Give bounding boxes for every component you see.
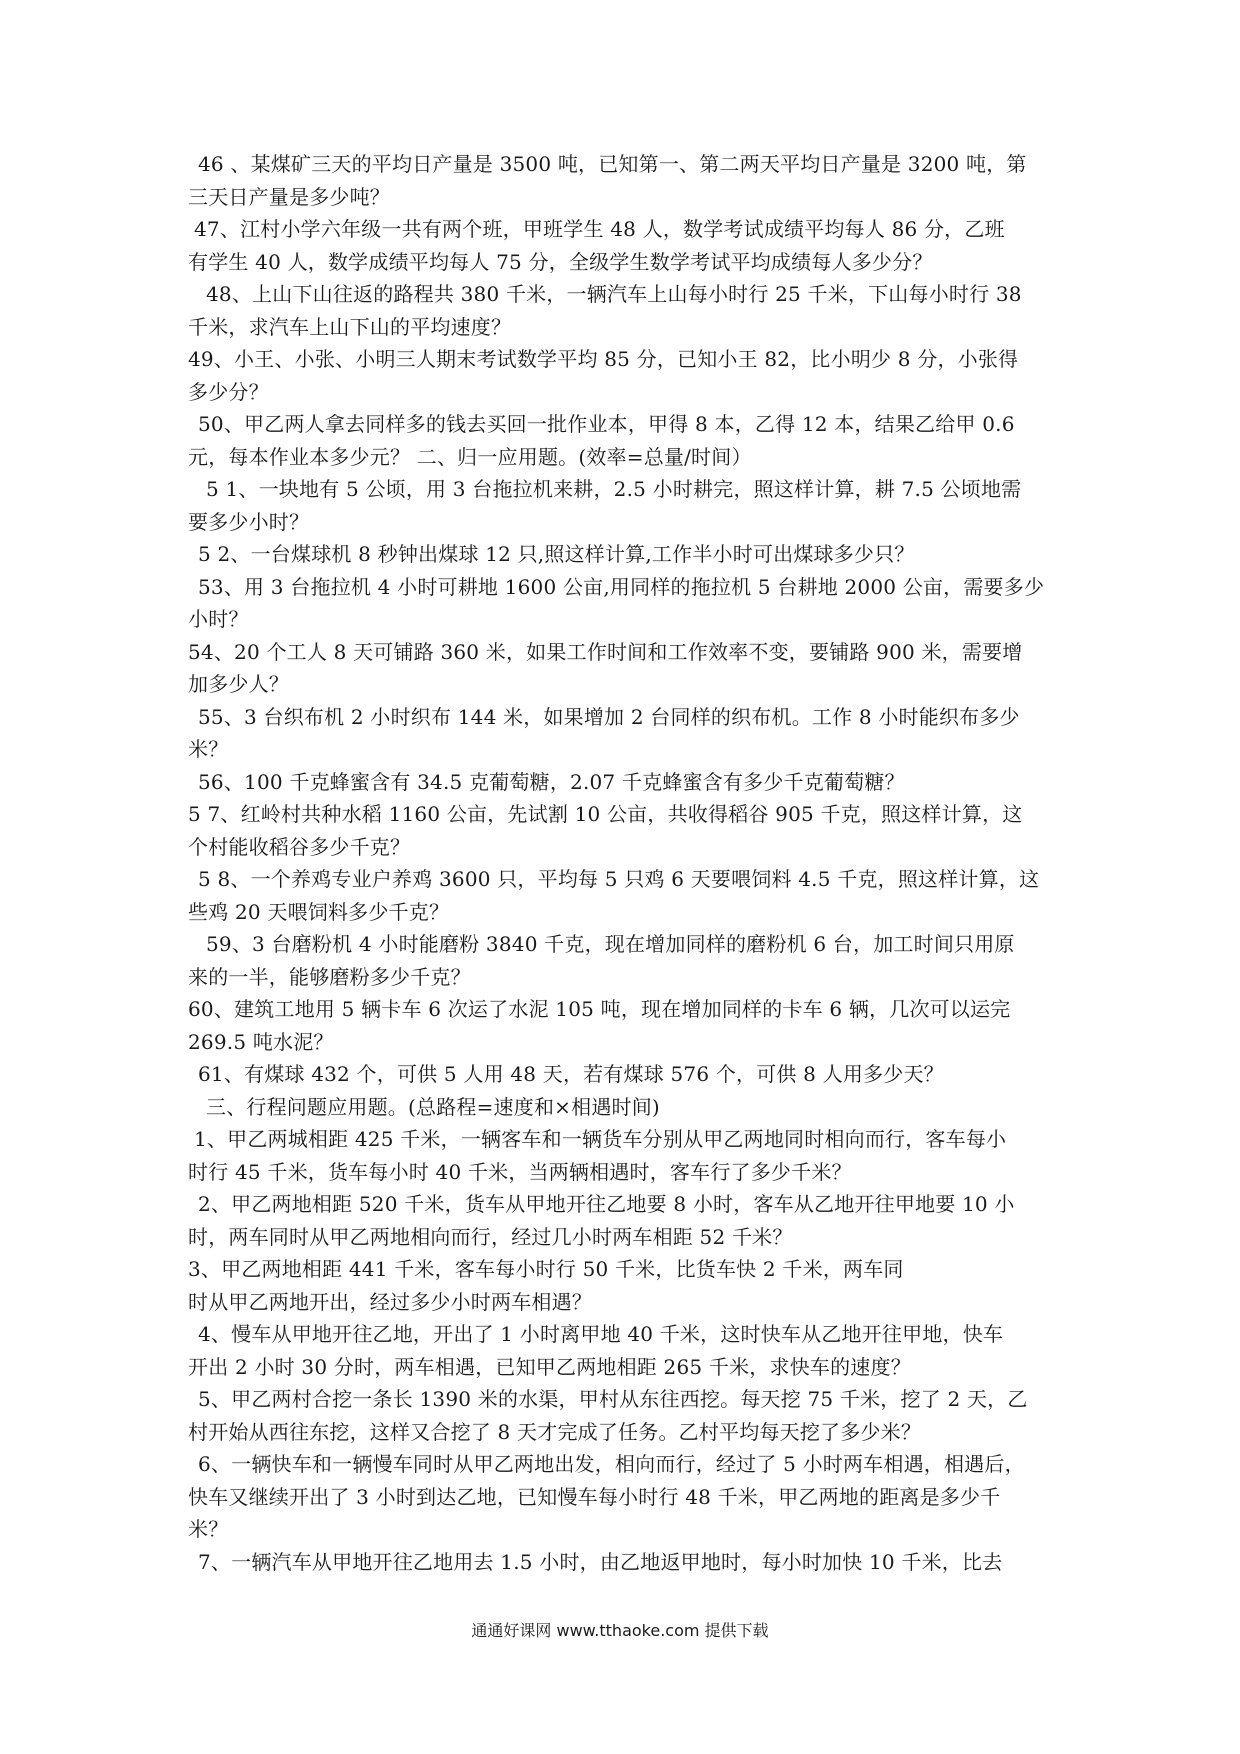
text-line: 些鸡 20 天喂饲料多少千克？	[188, 899, 450, 924]
text-line: 时，两车同时从甲乙两地相向而行，经过几小时两车相距 52 千米？	[188, 1224, 793, 1249]
text-line: 50、甲乙两人拿去同样多的钱去买回一批作业本，甲得 8 本，乙得 12 本，结果乙给甲 0.6	[198, 412, 1015, 436]
text-line: 时行 45 千米，货车每小时 40 千米，当两辆相遇时，客车行了多少千米？	[188, 1159, 852, 1184]
text-line: 54、20 个工人 8 天可铺路 360 米，如果工作时间和工作效率不变，要铺路 900 米，需要增	[188, 639, 1023, 664]
text-line: 5 1、一块地有 5 公顷，用 3 台拖拉机来耕，2.5 小时耕完，照这样计算，耕 7.5 公顷地需	[206, 477, 1022, 501]
text-line: 6、一辆快车和一辆慢车同时从甲乙两地出发，相向而行，经过了 5 小时两车相遇，相遇后，	[198, 1452, 1025, 1476]
text-line: 2、甲乙两地相距 520 千米，货车从甲地开往乙地要 8 小时，客车从乙地开往甲地要 10 小	[198, 1192, 1015, 1216]
text-line: 47、江村小学六年级一共有两个班，甲班学生 48 人，数学考试成绩平均每人 86 分，乙班	[194, 217, 1005, 241]
text-line: 5 8、一个养鸡专业户养鸡 3600 只，平均每 5 只鸡 6 天要喂饲料 4.5 千克，照这样计算，这	[198, 867, 1040, 891]
text-line: 60、建筑工地用 5 辆卡车 6 次运了水泥 105 吨，现在增加同样的卡车 6 辆，几次可以运完	[188, 997, 1011, 1021]
text-line: 1、甲乙两城相距 425 千米，一辆客车和一辆货车分别从甲乙两地同时相向而行，客车每小	[194, 1127, 1007, 1151]
text-line: 快车又继续开出了 3 小时到达乙地，已知慢车每小时行 48 千米，甲乙两地的距离是多少千	[188, 1484, 1001, 1509]
text-line: 开出 2 小时 30 分时，两车相遇，已知甲乙两地相距 265 千米，求快车的速度？	[188, 1354, 911, 1379]
text-line: 时从甲乙两地开出，经过多少小时两车相遇？	[188, 1289, 592, 1314]
text-line: 49、小王、小张、小明三人期末考试数学平均 85 分，已知小王 82，比小明少 8 分，小张得	[188, 347, 1019, 371]
text-line: 米？	[188, 737, 229, 761]
text-line: 269.5 吨水泥？	[188, 1029, 334, 1054]
text-line: 5 7、红岭村共种水稻 1160 公亩，先试割 10 公亩，共收得稻谷 905 千克，照这样计算，这	[188, 802, 1023, 826]
text-line: 61、有煤球 432 个，可供 5 人用 48 天，若有煤球 576 个，可供 8 人用多少天？	[198, 1062, 944, 1086]
text-line: 5、甲乙两村合挖一条长 1390 米的水渠，甲村从东往西挖。每天挖 75 千米，挖了 2 天，乙	[198, 1387, 1028, 1411]
text-line: 56、100 千克蜂蜜含有 34.5 克葡萄糖，2.07 千克蜂蜜含有多少千克葡萄糖？	[198, 769, 905, 794]
text-line: 要多少小时？	[188, 509, 310, 534]
text-line: 48、上山下山往返的路程共 380 千米，一辆汽车上山每小时行 25 千米，下山每小时行 38	[206, 282, 1022, 306]
text-line: 46 、某煤矿三天的平均日产量是 3500 吨，已知第一、第二两天平均日产量是 3200 吨，第	[198, 152, 1027, 176]
text-line: 4、慢车从甲地开往乙地，开出了 1 小时离甲地 40 千米，这时快车从乙地开往甲地，快车	[198, 1322, 1004, 1346]
text-line: 三天日产量是多少吨？	[188, 184, 390, 209]
text-line: 3、甲乙两地相距 441 千米，客车每小时行 50 千米，比货车快 2 千米，两车同	[188, 1257, 904, 1281]
text-line: 有学生 40 人，数学成绩平均每人 75 分，全级学生数学考试平均成绩每人多少分？	[188, 249, 933, 274]
text-line: 59、3 台磨粉机 4 小时能磨粉 3840 千克，现在增加同样的磨粉机 6 台，加工时间只用原	[206, 932, 1015, 956]
text-line: 个村能收稻谷多少千克？	[188, 834, 411, 859]
text-line: 来的一半，能够磨粉多少千克？	[188, 964, 471, 989]
document-body	[188, 148, 1060, 1578]
text-line: 小时？	[188, 607, 249, 631]
text-line: 7、一辆汽车从甲地开往乙地用去 1.5 小时，由乙地返甲地时，每小时加快 10 千米，比去	[198, 1549, 1003, 1574]
text-line: 米？	[188, 1517, 229, 1541]
text-line: 55、3 台织布机 2 小时织布 144 米，如果增加 2 台同样的织布机。工作 8 小时能织布多少	[198, 704, 1020, 729]
text-line: 千米，求汽车上山下山的平均速度？	[188, 314, 512, 339]
text-line: 村开始从西往东挖，这样又合挖了 8 天才完成了任务。乙村平均每天挖了多少米？	[188, 1419, 922, 1444]
page-footer: 通通好课网 www.tthaoke.com 提供下载	[471, 1621, 769, 1640]
text-line: 三、行程问题应用题。(总路程=速度和×相遇时间)	[206, 1094, 660, 1119]
text-line: 加多少人？	[188, 672, 289, 696]
text-line: 多少分？	[188, 379, 269, 404]
text-line: 5 2、一台煤球机 8 秒钟出煤球 12 只,照这样计算,工作半小时可出煤球多少只？	[198, 542, 915, 566]
text-line: 元，每本作业本多少元？ 二、归一应用题。(效率=总量/时间）	[188, 444, 752, 469]
text-line: 53、用 3 台拖拉机 4 小时可耕地 1600 公亩,用同样的拖拉机 5 台耕地 2000 公亩，需要多少	[198, 574, 1045, 599]
